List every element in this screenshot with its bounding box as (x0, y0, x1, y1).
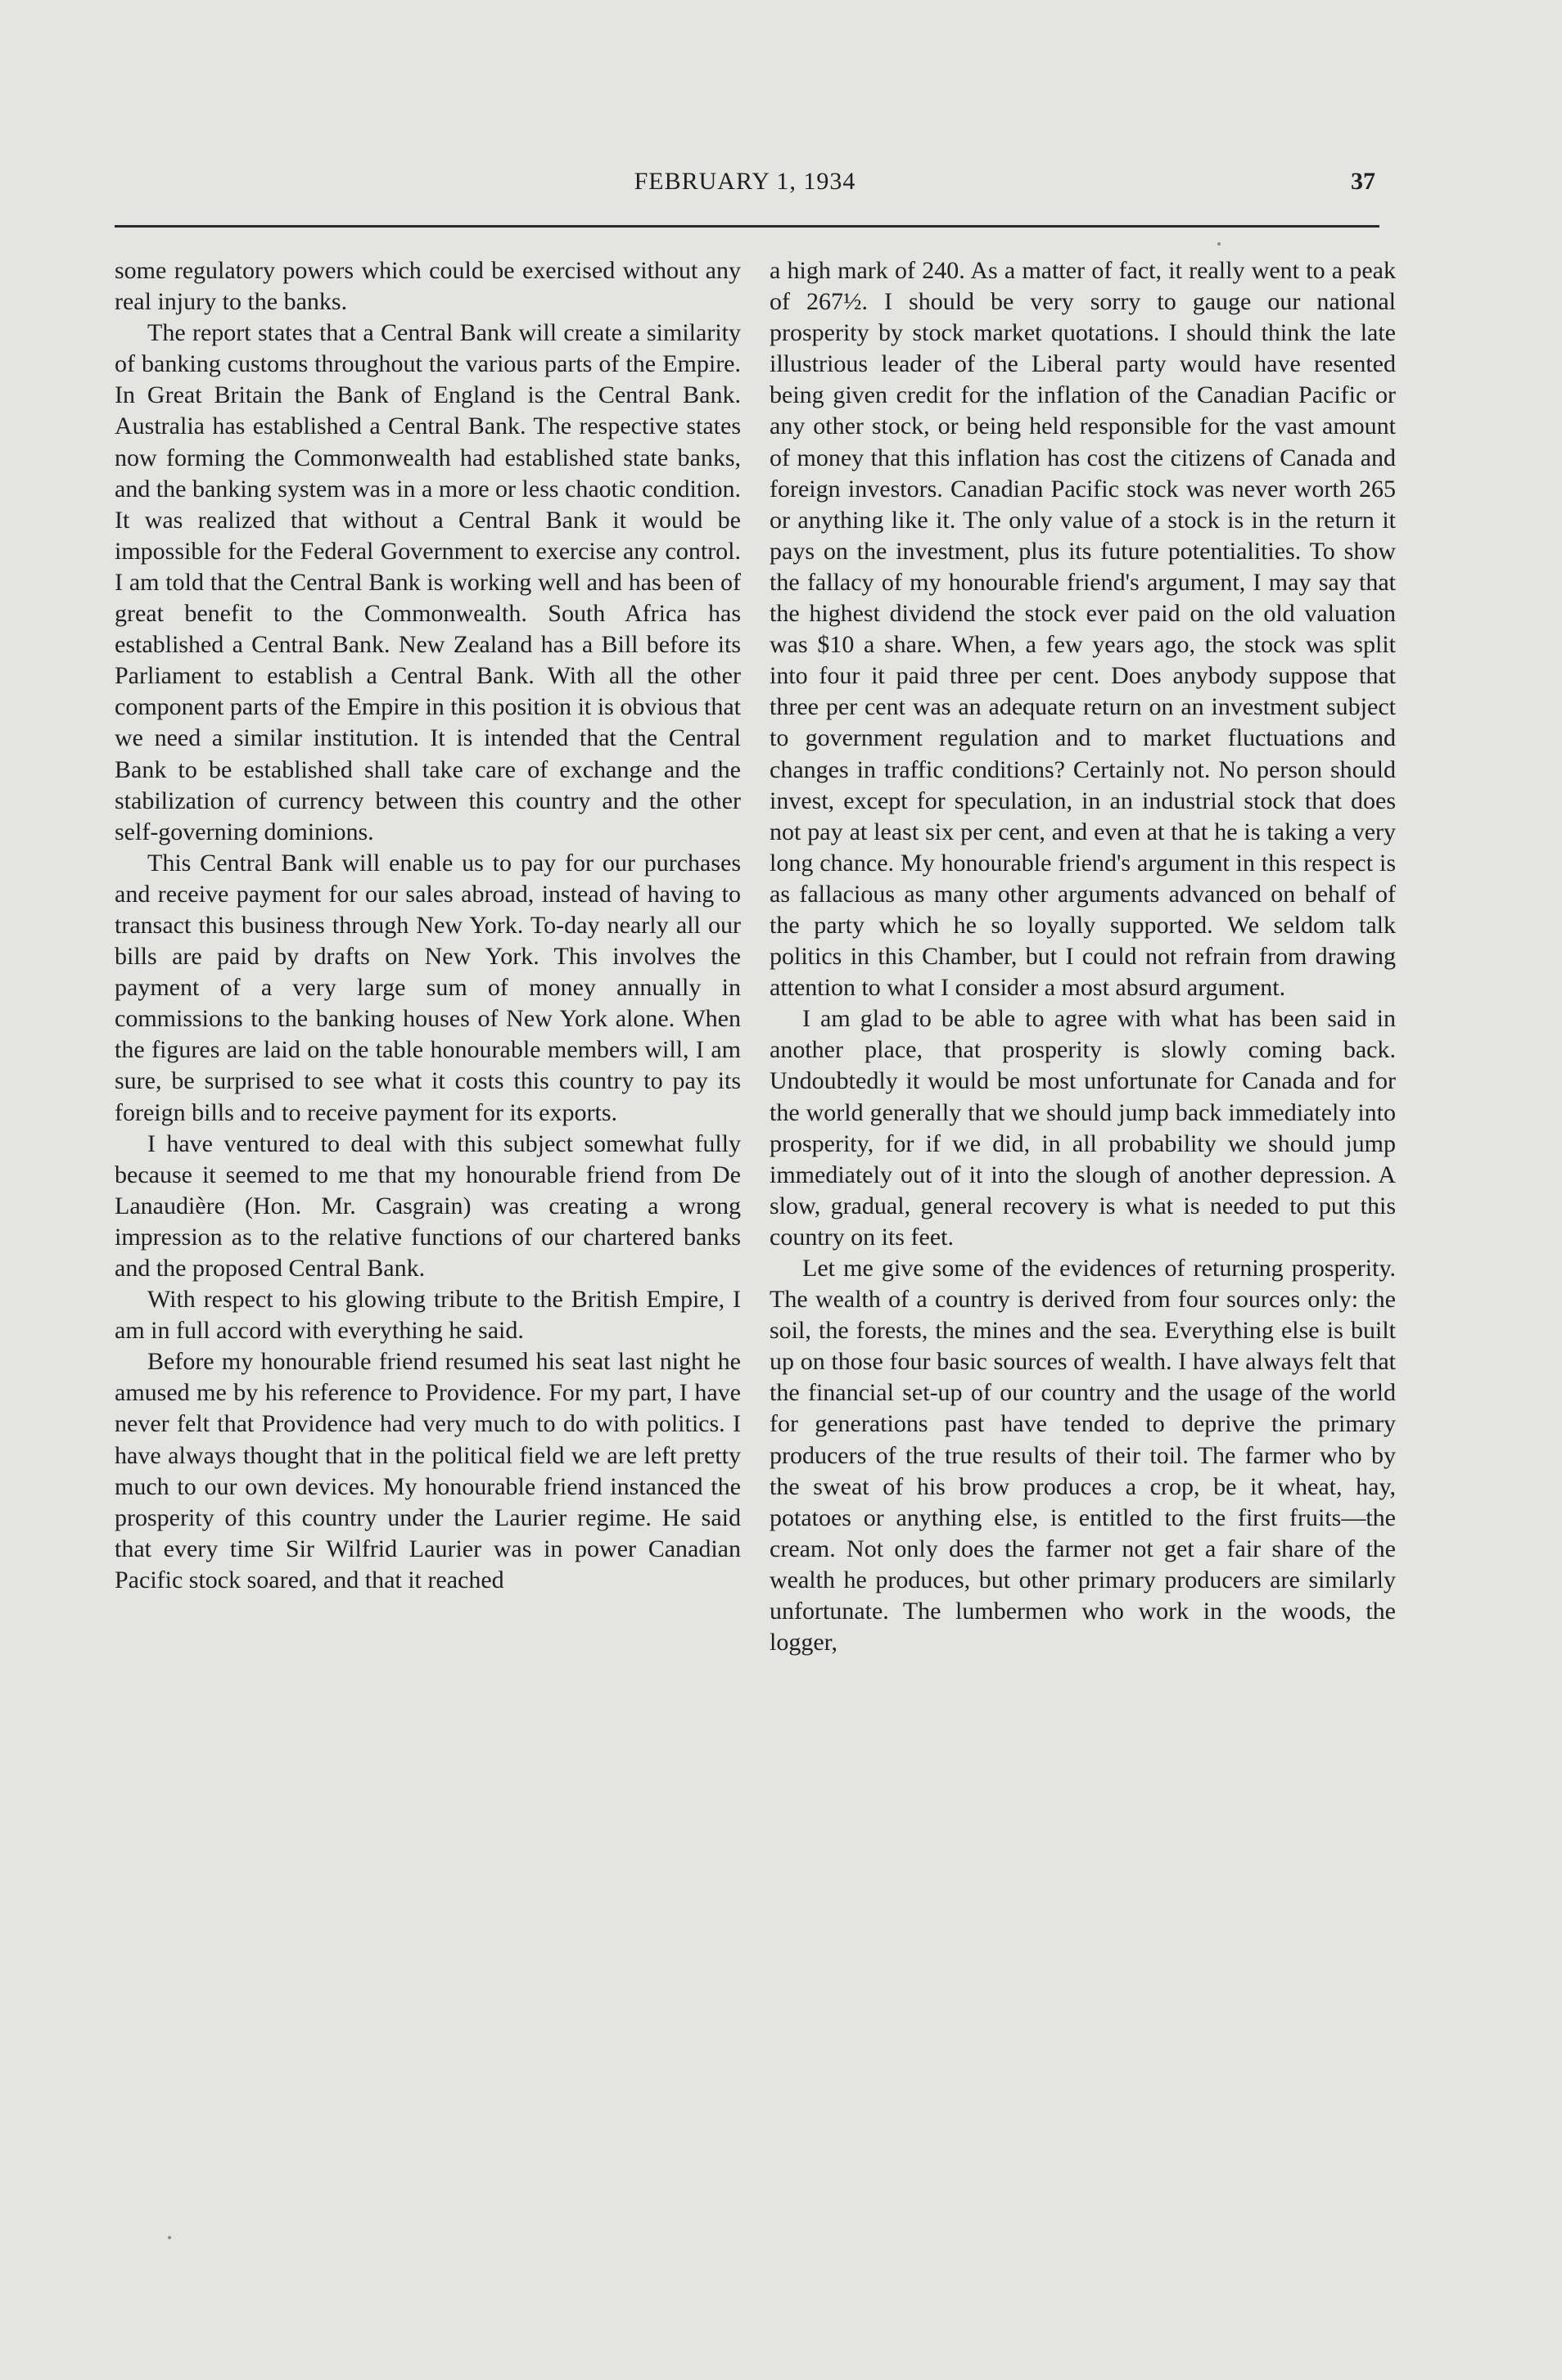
scan-speck (168, 2236, 171, 2239)
paragraph: Before my honourable friend resumed his seat last night he amused me by his reference to Providence. For my part, I have never felt that Providence had very much to do with politics. I have always thought that in the political field we are left pretty much to our own devices. My honourable friend instanced the prosperity of this country under the Laurier regime. He said that every time Sir Wilfrid Laurier was in power Canadian Pacific stock soared, and that it reached (115, 1348, 741, 1593)
paragraph: I am glad to be able to agree with what has been said in another place, that prosperity is slowly coming back. Undoubtedly it would be most unfortunate for Canada and for the world generally that we should jump back immediately into prosperity, for if we did, in all probability we should jump immediately out of it into the slough of another depression. A slow, gradual, general recovery is what is needed to put this country on its feet. (770, 1005, 1396, 1251)
paragraph: This Central Bank will enable us to pay for our purchases and receive payment for our sales abroad, instead of having to transact this business through New York. To-day nearly all our bills are paid by drafts on New York. This involves the payment of a very large sum of money annually in commissions to the banking houses of New York alone. When the figures are laid on the table honourable members will, I am sure, be surprised to see what it costs this country to pay its foreign bills and to receive payment for its exports. (115, 849, 741, 1126)
left-column (115, 255, 741, 2220)
header-rule (115, 225, 1379, 228)
running-head (115, 168, 1375, 209)
page-number: 37 (1351, 168, 1375, 195)
paragraph: Let me give some of the evidences of returning prosperity. The wealth of a country is derived from four sources only: the soil, the forests, the mines and the sea. Everything else is built up on those four basic sources of wealth. I have always felt that the financial set-up of our country and the usage of the world for generations past have tended to deprive the primary producers of the true results of their toil. The farmer who by the sweat of his brow produces a crop, be it wheat, hay, potatoes or anything else, is entitled to the first fruits—the cream. Not only does the farmer not get a fair share of the wealth he produces, but other primary producers are similarly unfortunate. The lumbermen who work in the woods, the logger, (770, 1255, 1396, 1657)
paragraph: some regulatory powers which could be exercised without any real injury to the banks. (115, 257, 741, 316)
right-column (770, 255, 1396, 2220)
paragraph: a high mark of 240. As a matter of fact, it really went to a peak of 267½. I should be very sorry to gauge our national prosperity by stock market quotations. I should think the late illustrious leader of the Liberal party would have resented being given credit for the inflation of the Canadian Pacific or any other stock, or being held responsible for the vast amount of money that this inflation has cost the citizens of Canada and foreign investors. Canadian Pacific stock was never worth 265 or anything like it. The only value of a stock is in the return it pays on the investment, plus its future potentialities. To show the fallacy of my honourable friend's argument, I may say that the highest dividend the stock ever paid on the old valuation was $10 a share. When, a few years ago, the stock was split into four it paid three per cent. Does anybody suppose that three per cent was an adequate return on an investment subject to government regulation and to market fluctuations and changes in traffic conditions? Certainly not. No person should invest, except for speculation, in an industrial stock that does not pay at least six per cent, and even at that he is taking a very long chance. My honourable friend's argument in this respect is as fallacious as many other arguments advanced on behalf of the party which he so loyally supported. We seldom talk politics in this Chamber, but I could not refrain from drawing attention to what I consider a most absurd argument. (770, 257, 1396, 1002)
paragraph: The report states that a Central Bank will create a similarity of banking customs throughout the various parts of the Empire. In Great Britain the Bank of England is the Central Bank. Australia has established a Central Bank. The respective states now forming the Commonwealth had established state banks, and the banking system was in a more or less chaotic condition. It was realized that without a Central Bank it would be impossible for the Federal Government to exercise any control. I am told that the Central Bank is working well and has been of great benefit to the Commonwealth. South Africa has established a Central Bank. New Zealand has a Bill before its Parliament to establish a Central Bank. With all the other component parts of the Empire in this position it is obvious that we need a similar institution. It is intended that the Central Bank to be established shall take care of exchange and the stabilization of currency between this country and the other self-governing dominions. (115, 319, 741, 845)
scan-speck (1217, 242, 1221, 246)
paragraph: With respect to his glowing tribute to the British Empire, I am in full accord with everything he said. (115, 1286, 741, 1345)
paragraph: I have ventured to deal with this subject somewhat fully because it seemed to me that my honourable friend from De Lanaudière (Hon. Mr. Casgrain) was creating a wrong impression as to the relative functions of our chartered banks and the proposed Central Bank. (115, 1129, 741, 1282)
header-date: FEBRUARY 1, 1934 (634, 168, 856, 195)
